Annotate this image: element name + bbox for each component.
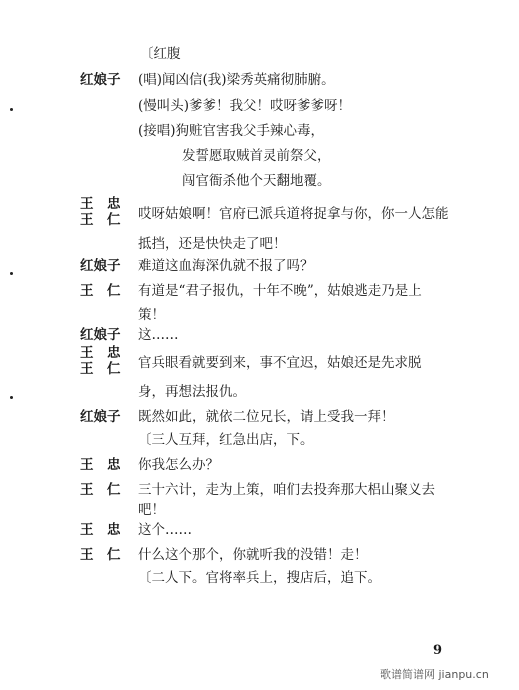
scan-mark bbox=[10, 396, 13, 399]
dialogue-line: 〔二人下。官将率兵上，搜店后，追下。 bbox=[138, 570, 381, 586]
dialogue-line: 这…… bbox=[138, 327, 179, 343]
speaker-name: 王 忠 bbox=[80, 345, 121, 361]
speaker-name: 王 仁 bbox=[80, 283, 121, 299]
dialogue-line: 策！ bbox=[138, 307, 165, 323]
dialogue-line: (唱)闻凶信(我)梁秀英痛彻肺腑。 bbox=[138, 72, 335, 88]
speaker-name: 王 仁 bbox=[80, 482, 121, 498]
dialogue-line: 有道是“君子报仇，十年不晚”，姑娘逃走乃是上 bbox=[138, 283, 422, 299]
scan-mark bbox=[10, 108, 13, 111]
dialogue-line: 闯官衙杀他个天翻地覆。 bbox=[182, 173, 331, 189]
dialogue-line: 既然如此，就依二位兄长，请上受我一拜！ bbox=[138, 409, 395, 425]
dialogue-line: 身，再想法报仇。 bbox=[138, 384, 246, 400]
dialogue-line: 官兵眼看就要到来，事不宜迟，姑娘还是先求脱 bbox=[138, 355, 422, 371]
scan-mark bbox=[10, 272, 13, 275]
speaker-name: 王 仁 bbox=[80, 212, 121, 228]
speaker-name: 王 忠 bbox=[80, 196, 121, 212]
dialogue-line: 三十六计，走为上策，咱们去投奔那大梠山聚义去 bbox=[138, 482, 435, 498]
page-number: 9 bbox=[433, 643, 443, 658]
speaker-name: 红娘子 bbox=[80, 327, 121, 343]
speaker-name: 王 仁 bbox=[80, 361, 121, 377]
speaker-name: 王 仁 bbox=[80, 547, 121, 563]
dialogue-line: 什么这个那个，你就听我的没错！走！ bbox=[138, 547, 368, 563]
dialogue-line: 发誓愿取贼首灵前祭父， bbox=[182, 148, 331, 164]
speaker-name: 红娘子 bbox=[80, 409, 121, 425]
speaker-name: 红娘子 bbox=[80, 258, 121, 274]
dialogue-line: 〔三人互拜，红急出店，下。 bbox=[138, 432, 314, 448]
dialogue-line: (接唱)狗赃官害我父手辣心毒， bbox=[138, 123, 325, 139]
watermark-text: 歌谱简谱网 jianpu.cn bbox=[380, 668, 489, 681]
dialogue-line: 抵挡，还是快快走了吧！ bbox=[138, 236, 287, 252]
speaker-name: 红娘子 bbox=[80, 72, 121, 88]
dialogue-line: 〔红腹 bbox=[140, 46, 181, 62]
dialogue-line: 这个…… bbox=[138, 522, 192, 538]
dialogue-line: 难道这血海深仇就不报了吗？ bbox=[138, 258, 314, 274]
speaker-name: 王 忠 bbox=[80, 457, 121, 473]
dialogue-line: (慢叫头)爹爹！我父！哎呀爹爹呀！ bbox=[138, 98, 352, 114]
dialogue-line: 你我怎么办？ bbox=[138, 457, 219, 473]
speaker-name: 王 忠 bbox=[80, 522, 121, 538]
dialogue-line: 吧！ bbox=[138, 502, 165, 518]
dialogue-line: 哎呀姑娘啊！官府已派兵道将捉拿与你，你一人怎能 bbox=[138, 206, 449, 222]
